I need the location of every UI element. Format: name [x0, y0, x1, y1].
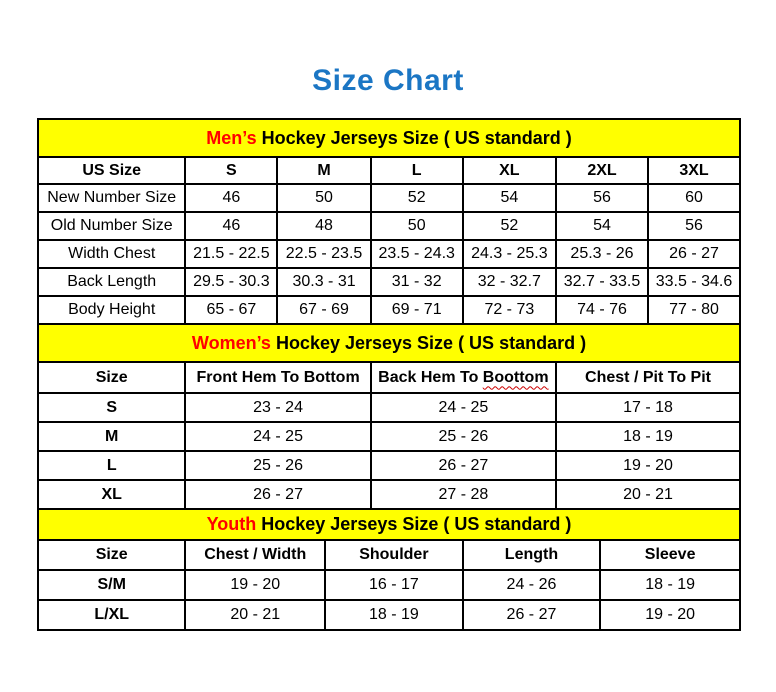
womens-value-cell: 24 - 25 — [371, 393, 556, 422]
mens-row-label: Old Number Size — [38, 212, 185, 240]
mens-value-cell: 52 — [371, 184, 463, 212]
mens-column-header: M — [277, 157, 370, 184]
mens-table-row — [38, 184, 740, 212]
womens-value-cell: 26 - 27 — [185, 480, 370, 509]
womens-value-cell: 27 - 28 — [371, 480, 556, 509]
mens-size-table — [37, 118, 741, 325]
womens-table-row — [38, 480, 740, 509]
youth-table-body — [38, 570, 740, 630]
womens-value-cell: 19 - 20 — [556, 451, 740, 480]
mens-column-header: XL — [463, 157, 556, 184]
mens-value-cell: 23.5 - 24.3 — [371, 240, 463, 268]
youth-size-table — [37, 508, 741, 631]
womens-value-cell: 24 - 25 — [185, 422, 370, 451]
mens-value-cell: 46 — [185, 212, 277, 240]
mens-column-header: L — [371, 157, 463, 184]
youth-value-cell: 19 - 20 — [600, 600, 740, 630]
womens-size-table — [37, 323, 741, 510]
youth-value-cell: 16 - 17 — [325, 570, 463, 600]
mens-value-cell: 54 — [556, 212, 648, 240]
size-tables-container — [37, 118, 741, 631]
womens-value-cell: 20 - 21 — [556, 480, 740, 509]
youth-value-cell: 26 - 27 — [463, 600, 601, 630]
mens-value-cell: 50 — [277, 184, 370, 212]
mens-value-cell: 24.3 - 25.3 — [463, 240, 556, 268]
womens-value-cell: 25 - 26 — [371, 422, 556, 451]
mens-value-cell: 33.5 - 34.6 — [648, 268, 740, 296]
mens-row-label: New Number Size — [38, 184, 185, 212]
youth-heading-highlight: Youth — [206, 514, 257, 534]
womens-column-header: Back Hem To Boottom — [371, 362, 556, 393]
womens-column-header: Size — [38, 362, 185, 393]
mens-value-cell: 21.5 - 22.5 — [185, 240, 277, 268]
mens-value-cell: 25.3 - 26 — [556, 240, 648, 268]
womens-table-row — [38, 422, 740, 451]
womens-value-cell: 18 - 19 — [556, 422, 740, 451]
youth-section-heading — [38, 509, 740, 540]
mens-value-cell: 26 - 27 — [648, 240, 740, 268]
womens-table-row — [38, 393, 740, 422]
mens-value-cell: 60 — [648, 184, 740, 212]
mens-value-cell: 74 - 76 — [556, 296, 648, 324]
youth-section-band — [38, 509, 740, 540]
mens-value-cell: 32.7 - 33.5 — [556, 268, 648, 296]
youth-column-header: Sleeve — [600, 540, 740, 570]
womens-row-label: L — [38, 451, 185, 480]
youth-row-label: S/M — [38, 570, 185, 600]
womens-row-label: S — [38, 393, 185, 422]
womens-section-band — [38, 324, 740, 362]
mens-value-cell: 54 — [463, 184, 556, 212]
youth-column-header: Size — [38, 540, 185, 570]
mens-section-heading — [38, 119, 740, 157]
youth-value-cell: 24 - 26 — [463, 570, 601, 600]
mens-row-label: Body Height — [38, 296, 185, 324]
mens-value-cell: 46 — [185, 184, 277, 212]
womens-column-header: Chest / Pit To Pit — [556, 362, 740, 393]
mens-value-cell: 77 - 80 — [648, 296, 740, 324]
mens-column-header: 2XL — [556, 157, 648, 184]
mens-heading-highlight: Men’s — [206, 127, 257, 148]
youth-value-cell: 18 - 19 — [325, 600, 463, 630]
mens-section-band — [38, 119, 740, 157]
youth-table-row — [38, 570, 740, 600]
mens-column-header: S — [185, 157, 277, 184]
youth-row-label: L/XL — [38, 600, 185, 630]
youth-heading-rest: Hockey Jerseys Size ( US standard ) — [256, 514, 572, 534]
youth-column-header: Length — [463, 540, 601, 570]
womens-value-cell: 25 - 26 — [185, 451, 370, 480]
womens-column-header-row — [38, 362, 740, 393]
youth-column-header: Chest / Width — [185, 540, 325, 570]
mens-value-cell: 32 - 32.7 — [463, 268, 556, 296]
mens-value-cell: 52 — [463, 212, 556, 240]
mens-value-cell: 67 - 69 — [277, 296, 370, 324]
mens-column-header: 3XL — [648, 157, 740, 184]
mens-value-cell: 56 — [648, 212, 740, 240]
mens-column-header: US Size — [38, 157, 185, 184]
mens-heading-rest: Hockey Jerseys Size ( US standard ) — [256, 127, 572, 148]
womens-table-row — [38, 451, 740, 480]
youth-column-header-row — [38, 540, 740, 570]
mens-value-cell: 31 - 32 — [371, 268, 463, 296]
mens-table-row — [38, 296, 740, 324]
womens-heading-rest: Hockey Jerseys Size ( US standard ) — [270, 332, 587, 353]
mens-value-cell: 48 — [277, 212, 370, 240]
womens-value-cell: 17 - 18 — [556, 393, 740, 422]
youth-value-cell: 18 - 19 — [600, 570, 740, 600]
mens-table-row — [38, 212, 740, 240]
misspelled-word: Boottom — [482, 368, 549, 386]
womens-heading-highlight: Women’s — [191, 332, 271, 353]
womens-value-cell: 23 - 24 — [185, 393, 370, 422]
womens-table-body — [38, 393, 740, 509]
mens-value-cell: 69 - 71 — [371, 296, 463, 324]
mens-row-label: Back Length — [38, 268, 185, 296]
mens-value-cell: 56 — [556, 184, 648, 212]
youth-value-cell: 20 - 21 — [185, 600, 325, 630]
mens-column-header-row — [38, 157, 740, 184]
youth-value-cell: 19 - 20 — [185, 570, 325, 600]
mens-value-cell: 22.5 - 23.5 — [277, 240, 370, 268]
mens-table-row — [38, 240, 740, 268]
womens-row-label: XL — [38, 480, 185, 509]
mens-value-cell: 72 - 73 — [463, 296, 556, 324]
youth-column-header: Shoulder — [325, 540, 463, 570]
womens-value-cell: 26 - 27 — [371, 451, 556, 480]
womens-column-header: Front Hem To Bottom — [185, 362, 370, 393]
mens-value-cell: 65 - 67 — [185, 296, 277, 324]
size-chart-page — [0, 64, 776, 631]
mens-row-label: Width Chest — [38, 240, 185, 268]
mens-value-cell: 29.5 - 30.3 — [185, 268, 277, 296]
youth-table-row — [38, 600, 740, 630]
mens-table-body — [38, 184, 740, 324]
womens-section-heading — [38, 324, 740, 362]
mens-table-row — [38, 268, 740, 296]
mens-value-cell: 50 — [371, 212, 463, 240]
page-title: Size Chart — [312, 64, 464, 97]
mens-value-cell: 30.3 - 31 — [277, 268, 370, 296]
womens-row-label: M — [38, 422, 185, 451]
